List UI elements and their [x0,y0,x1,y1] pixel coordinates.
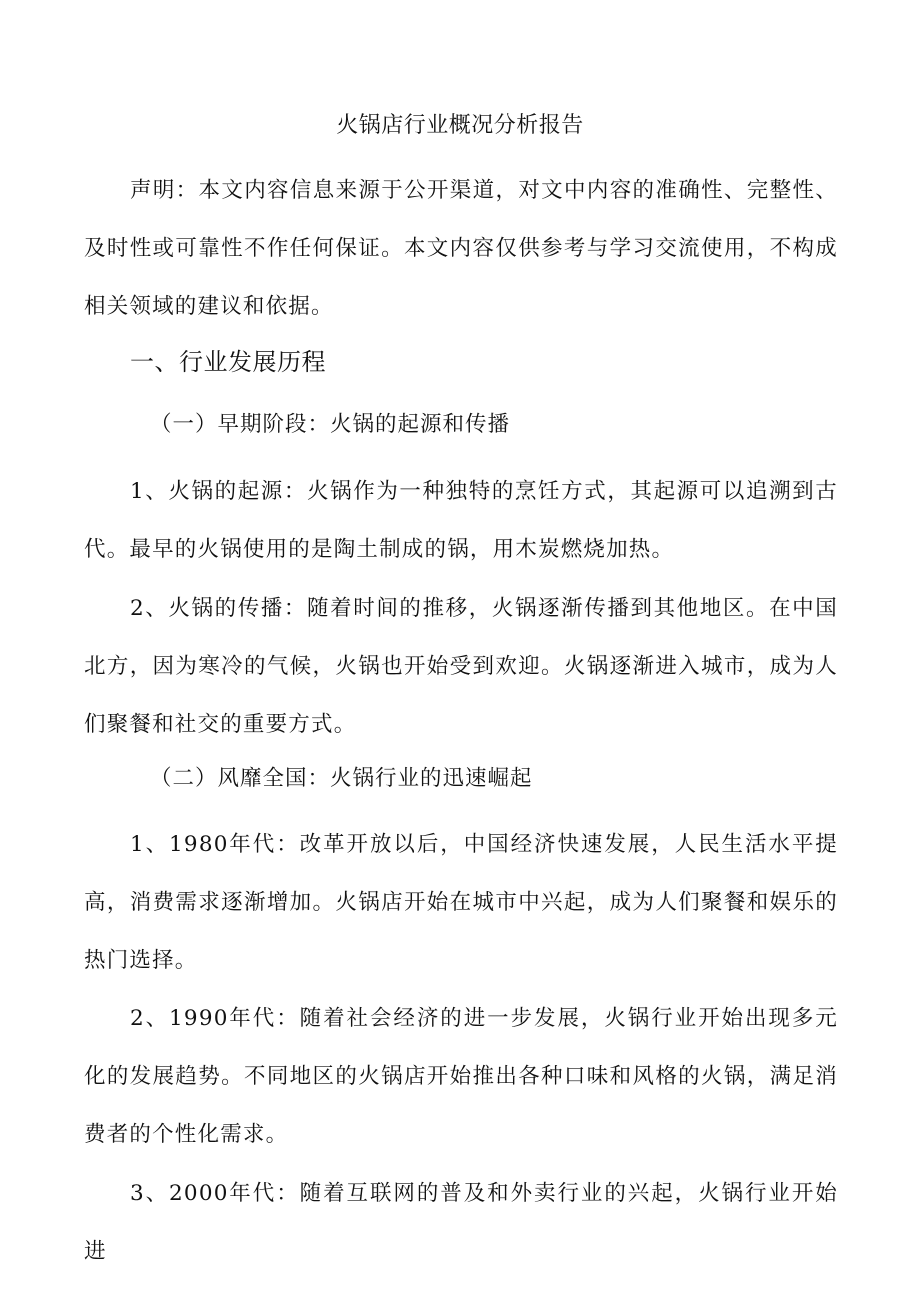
subsection-heading-nationwide: （二）风靡全国：火锅行业的迅速崛起 [150,766,533,791]
declaration-paragraph: 声明：本文内容信息来源于公开渠道，对文中内容的准确性、完整性、及时性或可靠性不作任何保证。本文内容仅供参考与学习交流使用，不构成相关领域的建议和依据。 [84,178,838,319]
paragraph-spread: 2、火锅的传播：随着时间的推移，火锅逐渐传播到其他地区。在中国北方，因为寒冷的气候，火锅也开始受到欢迎。火锅逐渐进入城市，成为人们聚餐和社交的重要方式。 [84,596,838,737]
paragraph-origin: 1、火锅的起源：火锅作为一种独特的烹饪方式，其起源可以追溯到古代。最早的火锅使用的是陶土制成的锅，用木炭燃烧加热。 [84,479,838,562]
paragraph-1980s: 1、1980年代：改革开放以后，中国经济快速发展，人民生活水平提高，消费需求逐渐增加。火锅店开始在城市中兴起，成为人们聚餐和娱乐的热门选择。 [84,832,838,973]
section-heading-history: 一、行业发展历程 [130,348,326,376]
document-title: 火锅店行业概况分析报告 [336,113,584,138]
paragraph-2000s: 3、2000年代：随着互联网的普及和外卖行业的兴起，火锅行业开始进 [84,1181,838,1264]
subsection-heading-early-stage: （一）早期阶段：火锅的起源和传播 [150,412,511,437]
paragraph-1990s: 2、1990年代：随着社会经济的进一步发展，火锅行业开始出现多元化的发展趋势。不同地区的火锅店开始推出各种口味和风格的火锅，满足消费者的个性化需求。 [84,1006,838,1147]
